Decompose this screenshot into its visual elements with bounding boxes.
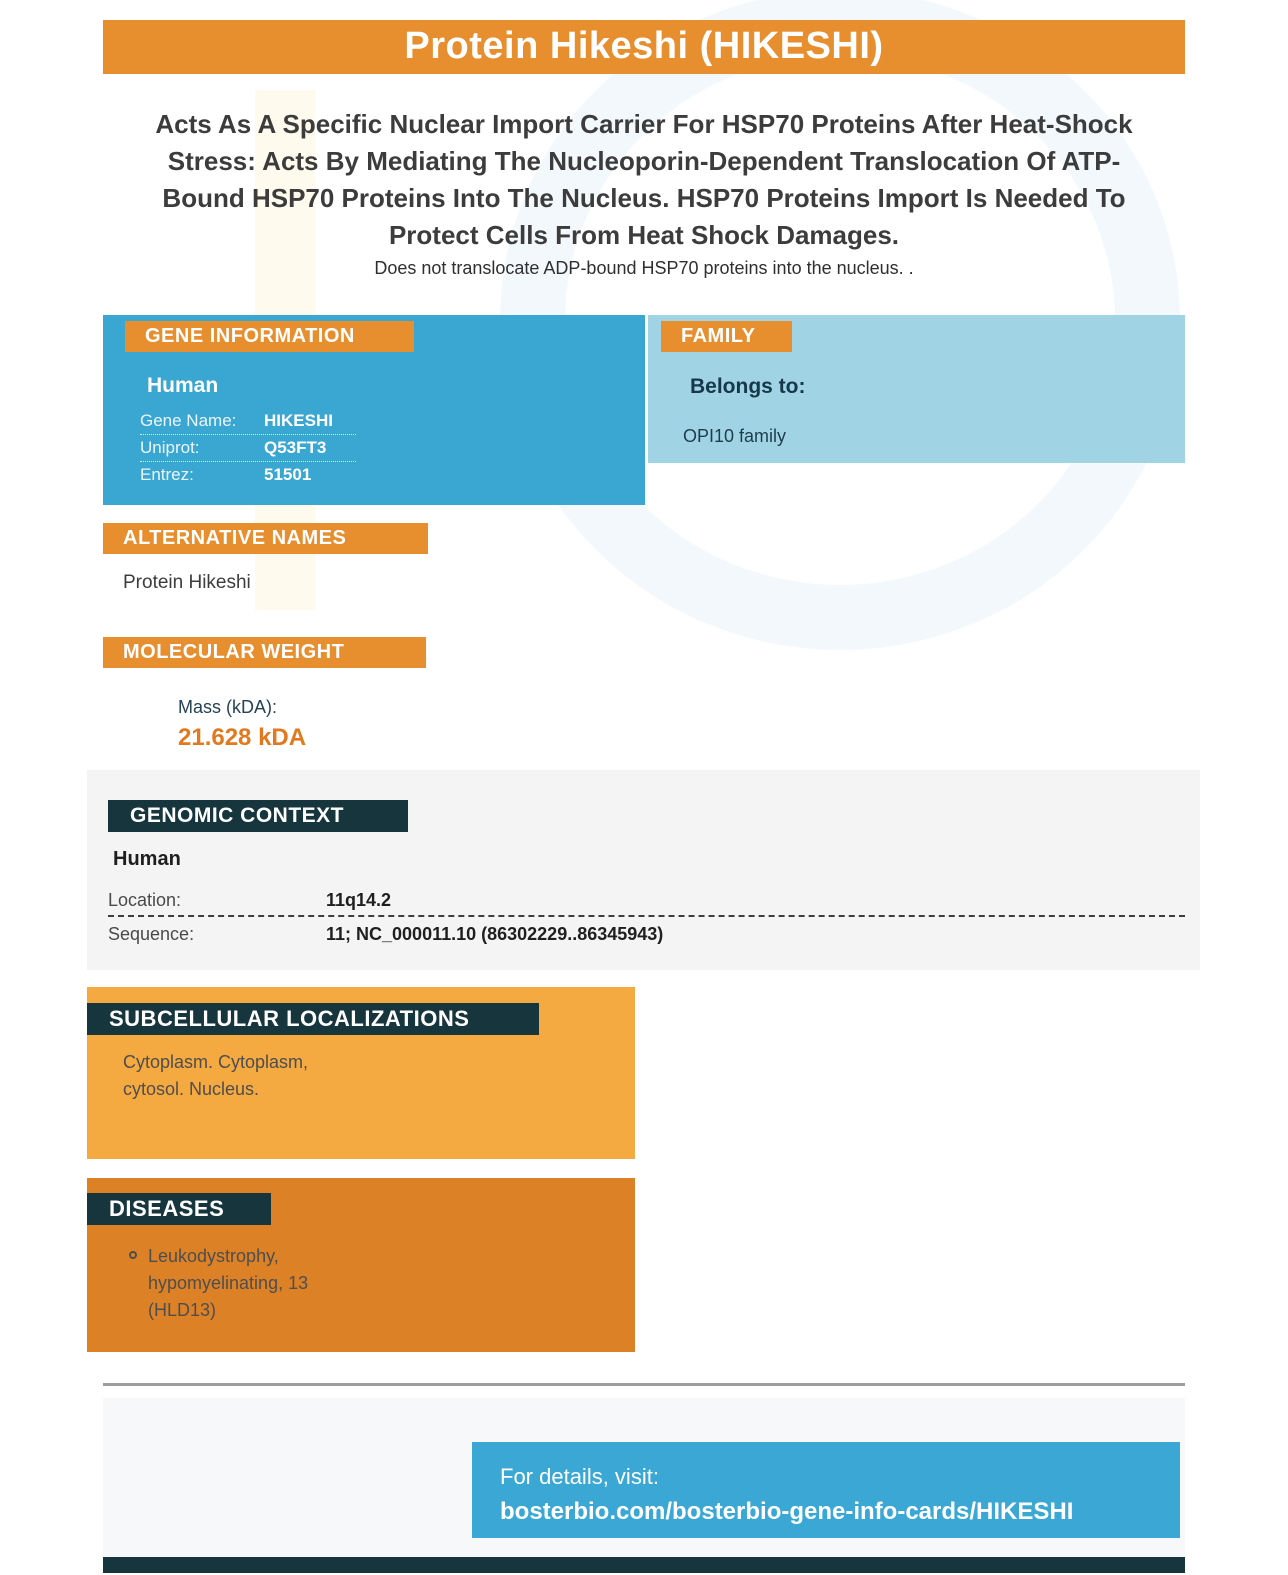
belongs-to-label: Belongs to: [690, 375, 806, 398]
bullet-icon [129, 1251, 137, 1259]
footer-url-link[interactable]: bosterbio.com/bosterbio-gene-info-cards/HIKESHI [500, 1498, 1074, 1525]
gene-row-name [140, 408, 356, 435]
family-value: OPI10 family [683, 426, 787, 446]
subcellular-localizations-header: SUBCELLULAR LOCALIZATIONS [87, 1003, 539, 1035]
uniprot-value: Q53FT3 [264, 438, 327, 457]
entrez-label: Entrez: [140, 465, 194, 484]
mass-value: 21.628 kDA [178, 724, 307, 751]
footer-visit-label: For details, visit: [500, 1464, 659, 1489]
gene-name-label: Gene Name: [140, 411, 237, 430]
gene-row-entrez [140, 462, 356, 489]
location-label: Location: [108, 890, 182, 910]
mass-label: Mass (kDA): [178, 697, 277, 717]
genomic-row-divider [108, 915, 1185, 917]
gene-species-label: Human [147, 374, 219, 397]
uniprot-label: Uniprot: [140, 438, 200, 457]
sequence-value: 11; NC_000011.10 (86302229..86345943) [326, 924, 664, 944]
protein-subnote: Does not translocate ADP-bound HSP70 proteins into the nucleus. . [374, 258, 914, 278]
location-value: 11q14.2 [326, 890, 392, 910]
gene-information-header: GENE INFORMATION [125, 321, 414, 352]
diseases-header: DISEASES [87, 1193, 271, 1225]
gene-name-value: HIKESHI [264, 411, 333, 430]
bottom-bar [103, 1557, 1185, 1573]
entrez-value: 51501 [264, 465, 312, 484]
subcellular-localizations-text: Cytoplasm. Cytoplasm, cytosol. Nucleus. [123, 1052, 309, 1099]
footer-divider [103, 1383, 1185, 1386]
family-header: FAMILY [661, 321, 792, 352]
genomic-species-label: Human [113, 848, 181, 870]
sequence-label: Sequence: [108, 924, 195, 944]
alternative-names-value: Protein Hikeshi [123, 572, 251, 593]
page-title: Protein Hikeshi (HIKESHI) [103, 20, 1185, 74]
alternative-names-header: ALTERNATIVE NAMES [103, 523, 428, 554]
molecular-weight-header: MOLECULAR WEIGHT [103, 637, 426, 668]
disease-item: Leukodystrophy, hypomyelinating, 13 (HLD13) [148, 1246, 309, 1320]
genomic-context-header: GENOMIC CONTEXT [108, 800, 408, 832]
protein-description: Acts As A Specific Nuclear Import Carrier For HSP70 Proteins After Heat-Shock Stress: Acts By Mediating The Nucleoporin-Dependent Translocation Of ATP-Bound HSP70 Proteins Into The Nucleus. HSP70 Proteins Import Is Needed To Protect Cells From Heat Shock Damages. [155, 109, 1133, 250]
gene-row-uniprot [140, 435, 356, 462]
